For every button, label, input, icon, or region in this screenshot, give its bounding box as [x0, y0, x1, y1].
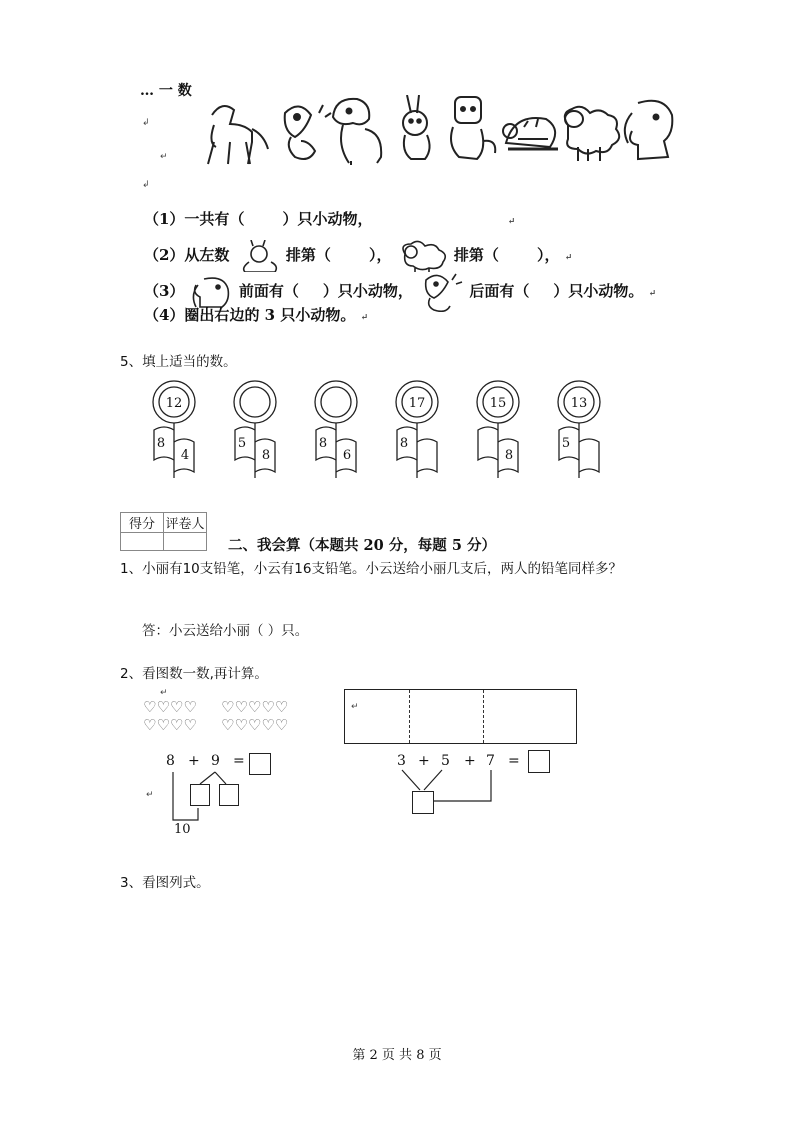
dog-icon: [333, 99, 381, 165]
number-flower: [221, 378, 301, 482]
rabbit-icon: [403, 95, 430, 159]
para-mark: ↵: [160, 688, 168, 698]
q3-mid1: 前面有（: [238, 282, 299, 300]
para-mark: ↵: [648, 289, 657, 299]
flower-row: [140, 378, 640, 483]
eq1-b: 9: [211, 753, 220, 769]
problem2-title: 2、看图数一数,再计算。: [120, 666, 268, 682]
q3-mid2: ）只小动物，: [322, 282, 413, 300]
page-footer: 第 2 页 共 8 页: [352, 1048, 442, 1063]
eq1-ten: 10: [174, 822, 191, 837]
para-mark: ↵: [351, 702, 359, 712]
q3-label: （3）: [144, 282, 185, 300]
header-partial: … 一 数: [140, 83, 192, 99]
flower-top-number: 17: [408, 396, 426, 411]
bird-icon: [285, 105, 331, 159]
eq1-op: +: [188, 753, 200, 769]
q4-line: [144, 304, 368, 325]
flower-left-number: 5: [237, 436, 247, 451]
eq2-op2: +: [464, 753, 476, 769]
picture-frame: [344, 689, 577, 744]
turtle-icon: [503, 118, 558, 149]
eq2-op1: +: [418, 753, 430, 769]
hearts-left-row2: ♡♡♡♡: [143, 716, 197, 734]
eq2-split-box[interactable]: [412, 791, 434, 814]
hearts-right-row1: ♡♡♡♡♡: [221, 698, 289, 716]
flower-right-number: 8: [261, 448, 271, 463]
flower-top-number: 15: [489, 396, 507, 411]
q2-mid2: ），: [368, 246, 392, 264]
grader-cell[interactable]: [164, 533, 207, 551]
rabbit-icon: [235, 240, 281, 272]
flower-left-number: 8: [156, 436, 166, 451]
frame-divider: [409, 690, 410, 743]
frame-divider: [483, 690, 484, 743]
eq1-answer-box[interactable]: [249, 753, 271, 775]
eq2-equals: =: [508, 753, 520, 769]
number-flower: [383, 378, 463, 482]
sheep-icon: [397, 240, 449, 272]
flower-left-number: 5: [561, 436, 571, 451]
return-mark: ↲: [142, 180, 150, 190]
eq1-split-box2[interactable]: [219, 784, 239, 806]
hearts-group-right: [221, 698, 288, 734]
eq2-b: 5: [441, 753, 450, 769]
section2-title: 二、我会算（本题共 20 分，每题 5 分）: [228, 537, 496, 554]
q1-label: （1）一共有（: [144, 210, 245, 228]
flower-left-number: 8: [318, 436, 328, 451]
eq1-split-box1[interactable]: [190, 784, 210, 806]
para-mark: ↵: [160, 152, 168, 162]
return-mark: ↲: [142, 118, 150, 128]
number-flower: [545, 378, 625, 482]
q4-label: （4）圈出右边的 3 只小动物。: [144, 306, 356, 324]
flower-right-number: 6: [342, 448, 352, 463]
q1-line: [144, 208, 515, 229]
monkey-icon: [451, 97, 495, 159]
horse-icon: [208, 106, 268, 164]
para-mark: ↵: [507, 217, 516, 227]
hearts-left-row1: ♡♡♡♡: [143, 698, 197, 716]
problem1-answer: 答：小云送给小丽（ ）只。: [142, 623, 309, 639]
para-mark: ↵: [360, 313, 369, 323]
bird-icon: [418, 272, 464, 312]
eq2-c: 7: [486, 753, 495, 769]
score-cell[interactable]: [121, 533, 164, 551]
flower-top-number: 12: [165, 396, 183, 411]
flower-top-number: 13: [570, 396, 588, 411]
q2-end: ），: [536, 246, 560, 264]
q2-label: （2）从左数: [144, 246, 230, 264]
number-flower: [464, 378, 544, 482]
eq1-a: 8: [166, 753, 175, 769]
q3-mid3: 后面有（: [469, 282, 530, 300]
q2-mid3: 排第（: [453, 246, 499, 264]
problem1-question: 1、小丽有10支铅笔，小云有16支铅笔。小云送给小丽几支后，两人的铅笔同样多？: [120, 561, 622, 577]
q1-rest: ）只小动物，: [282, 210, 373, 228]
hearts-right-row2: ♡♡♡♡♡: [221, 716, 289, 734]
q2-line: [144, 240, 572, 272]
eq2-a: 3: [397, 753, 406, 769]
score-table: [120, 512, 207, 551]
number-flower: [302, 378, 382, 482]
q5-title: 5、填上适当的数。: [120, 354, 237, 370]
grader-label: 评卷人: [164, 513, 207, 533]
elephant-icon: [625, 101, 673, 159]
problem3-title: 3、看图列式。: [120, 875, 210, 891]
hearts-group-left: [143, 698, 197, 734]
eq2-answer-box[interactable]: [528, 750, 550, 773]
score-label: 得分: [121, 513, 164, 533]
sheep-icon: [565, 107, 619, 161]
eq1-equals: =: [233, 753, 245, 769]
para-mark: ↵: [564, 253, 573, 263]
flower-right-number: 4: [180, 448, 190, 463]
q2-mid1: 排第（: [285, 246, 331, 264]
number-flower: [140, 378, 220, 482]
animal-row: [200, 95, 680, 167]
para-mark: ↵: [146, 790, 154, 800]
flower-left-number: 8: [399, 436, 409, 451]
q3-end: ）只小动物。: [553, 282, 644, 300]
flower-right-number: 8: [504, 448, 514, 463]
